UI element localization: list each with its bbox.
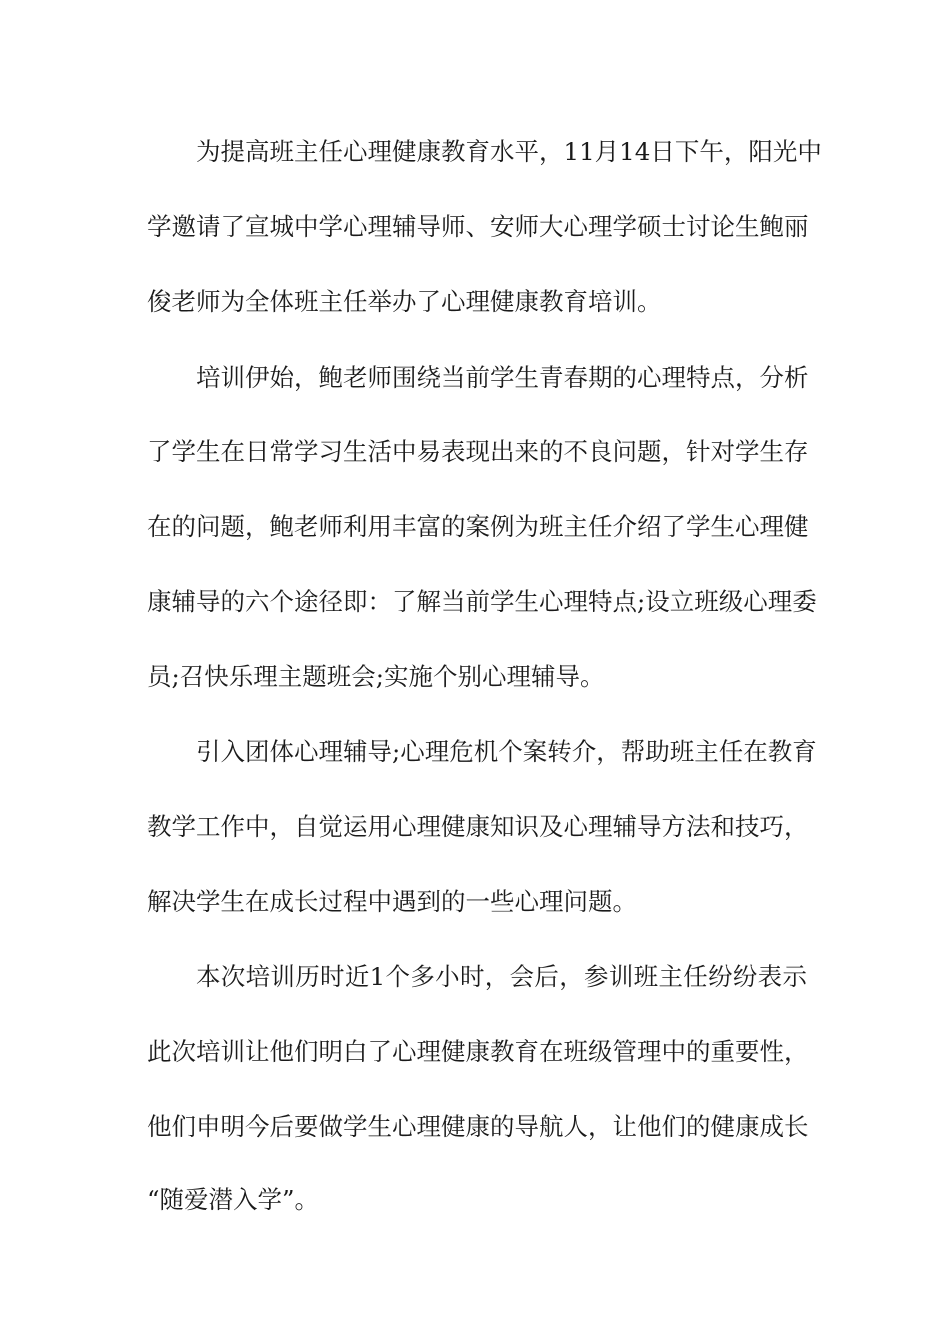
- paragraph-4-line-1: 本次培训历时近1个多小时，会后，参训班主任纷纷表示: [196, 962, 807, 991]
- paragraph-3-line-3: 解决学生在成长过程中遇到的一些心理问题。: [147, 887, 637, 916]
- paragraph-2-line-4: 康辅导的六个途径即：了解当前学生心理特点;设立班级心理委: [147, 587, 817, 616]
- paragraph-1-line-2: 学邀请了宣城中学心理辅导师、安师大心理学硕士讨论生鲍丽: [147, 212, 809, 241]
- paragraph-2-line-5: 员;召快乐理主题班会;实施个别心理辅导。: [147, 662, 605, 691]
- paragraph-4-line-3: 他们申明今后要做学生心理健康的导航人，让他们的健康成长: [147, 1112, 809, 1141]
- paragraph-3-line-1: 引入团体心理辅导;心理危机个案转介，帮助班主任在教育: [196, 737, 817, 766]
- paragraph-4-line-4: “随爱潜入学”。: [147, 1185, 320, 1214]
- paragraph-1-line-1: 为提高班主任心理健康教育水平，11月14日下午，阳光中: [196, 137, 822, 166]
- paragraph-1-line-3: 俊老师为全体班主任举办了心理健康教育培训。: [147, 287, 662, 316]
- paragraph-2-line-2: 了学生在日常学习生活中易表现出来的不良问题，针对学生存: [147, 437, 809, 466]
- paragraph-4-line-2: 此次培训让他们明白了心理健康教育在班级管理中的重要性，: [147, 1037, 809, 1066]
- paragraph-2-line-3: 在的问题，鲍老师利用丰富的案例为班主任介绍了学生心理健: [147, 512, 809, 541]
- paragraph-3-line-2: 教学工作中，自觉运用心理健康知识及心理辅导方法和技巧，: [147, 812, 809, 841]
- paragraph-2-line-1: 培训伊始，鲍老师围绕当前学生青春期的心理特点，分析: [196, 363, 809, 392]
